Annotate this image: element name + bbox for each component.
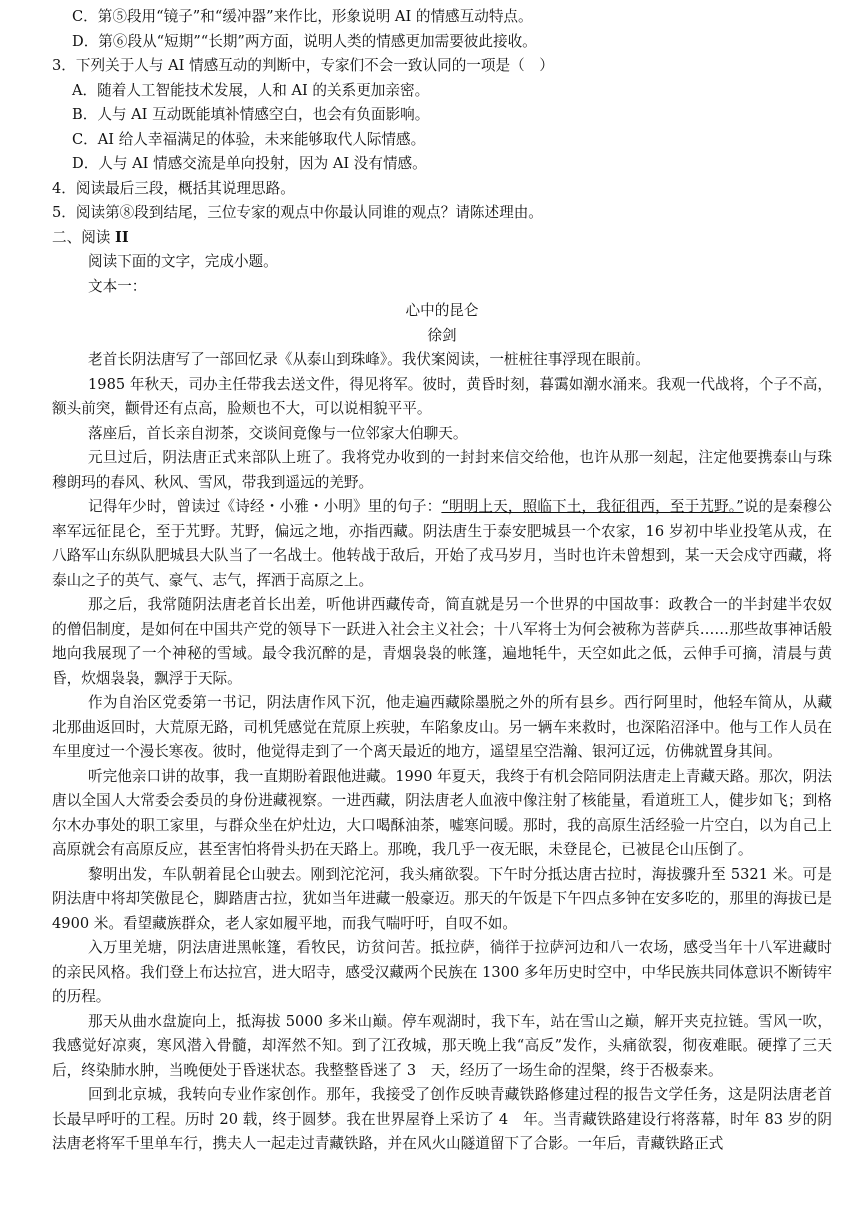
text-label: 文本一： [88, 277, 147, 295]
paragraph-5-lead: 记得年少时，曾读过《诗经・小雅・小明》里的句子： [88, 498, 442, 515]
section-heading-prefix: 二、阅读 [52, 228, 116, 246]
article-paragraph-4: 元旦过后，阴法唐正式来部队上班了。我将党办收到的一封封来信交给他，也许从那一刻起，注定他要携泰山与珠穆朗玛的春风、秋风、雪风，带我到遥远的羌野。 [52, 449, 832, 491]
q3-option-a: A．随着人工智能技术发展，人和 AI 的关系更加亲密。 [72, 81, 430, 99]
article-title: 心中的昆仑 [405, 302, 479, 319]
article-paragraph-3: 落座后，首长亲自沏茶，交谈间竟像与一位邻家大伯聊天。 [88, 424, 468, 442]
q2-option-d: D．第⑥段从“短期”“长期”两方面，说明人类的情感更加需要彼此接收。 [72, 32, 537, 50]
page-content [52, 0, 832, 1157]
article-paragraph-7: 作为自治区党委第一书记，阴法唐作风下沉，他走遍西藏除墨脱之外的所有县乡。西行阿里时，他轻车简从，从藏北那曲返回时，大荒原无路，司机凭感觉在荒原上疾驶，车陷象皮山。另一辆车来救时，也深陷沼泽中。他与工作人员在车里度过一个漫长寒夜。彼时，他觉得走到了一个离天最近的地方，遥望星空浩瀚、银河辽远，仿佛就置身其间。 [52, 694, 832, 760]
article-paragraph-8: 听完他亲口讲的故事，我一直期盼着跟他进藏。1990 年夏天，我终于有机会陪同阴法唐走上青藏天路。那次，阴法唐以全国人大常委会委员的身份进藏视察。一进西藏，阴法唐老人血液中像注射了核能量，看道班工人，健步如飞；到格尔木办事处的职工家里，与群众坐在炉灶边，大口喝酥油茶，嘘寒问暖。那时，我的高原生活经验一片空白，以为自己上高原就会有高原反应，甚至害怕将骨头扔在天路上。那晚，我几乎一夜无眠，未登昆仑，已被昆仑山压倒了。 [52, 767, 832, 858]
q3-option-d: D．人与 AI 情感交流是单向投射，因为 AI 没有情感。 [72, 155, 427, 172]
q4-stem: 4．阅读最后三段，概括其说理思路。 [52, 179, 295, 197]
section-heading-roman: II [115, 228, 129, 246]
article-paragraph-11: 那天从曲水盘旋向上，抵海拔 5000 多米山巅。停车观湖时，我下车，站在雪山之巅，解开夹克拉链。雪风一吹，我感觉好凉爽，寒风潜入骨髓，却浑然不知。到了江孜城，那天晚上我“高反”发作，头痛欲裂，彻夜难眠。硬撑了三天后，终染肺水肿，当晚便处于昏迷状态。我整整昏迷了 3 天，经历了一场生命的涅槃，终于否极泰来。 [52, 1012, 832, 1079]
section-instruction: 阅读下面的文字，完成小题。 [88, 253, 278, 270]
article-paragraph-12: 回到北京城，我转向专业作家创作。那年，我接受了创作反映青藏铁路修建过程的报告文学任务，这是阴法唐老首长最早呼吁的工程。历时 20 载，终于圆梦。我在世界屋脊上采访了 4 年。当青藏铁路建设行将落幕，时年 83 岁的阴法唐老将军千里单车行，携夫人一起走过青藏铁路，并在风火山隧道留下了合影。一年后，青藏铁路正式 [52, 1086, 832, 1152]
article-paragraph-2: 1985 年秋天，司办主任带我去送文件，得见将军。彼时，黄昏时刻，暮霭如潮水涌来。我观一代战将，个子不高，额头前突，颧骨还有点高，脸颊也不大，可以说相貌平平。 [52, 375, 832, 417]
article-paragraph-6: 那之后，我常随阴法唐老首长出差，听他讲西藏传奇，简直就是另一个世界的中国故事：政教合一的半封建半农奴的僧侣制度，是如何在中国共产党的领导下一跃进入社会主义社会；十八军将士为何会被称为菩萨兵……那些故事神话般地向我展现了一个神秘的雪域。最令我沉醉的是，青烟袅袅的帐篷，遍地牦牛，天空如此之低，云伸手可摘，清晨与黄昏，炊烟袅袅，飘浮于天际。 [52, 596, 832, 687]
q2-option-c: C．第⑤段用“镜子”和“缓冲器”来作比，形象说明 AI 的情感互动特点。 [72, 8, 533, 25]
q3-stem: 3．下列关于人与 AI 情感互动的判断中，专家们不会一致认同的一项是（ ） [52, 57, 554, 74]
q3-option-c: C．AI 给人幸福满足的体验，未来能够取代人际情感。 [72, 130, 426, 148]
section-heading [52, 226, 832, 251]
q3-option-b: B．人与 AI 互动既能填补情感空白，也会有负面影响。 [72, 106, 430, 123]
article-paragraph-1: 老首长阴法唐写了一部回忆录《从泰山到珠峰》。我伏案阅读，一桩桩往事浮现在眼前。 [88, 351, 650, 368]
article-author: 徐剑 [427, 326, 457, 344]
article-paragraph-9: 黎明出发，车队朝着昆仑山驶去。刚到沱沱河，我头痛欲裂。下午时分抵达唐古拉时，海拔骤升至 5321 米。可是阴法唐中将却笑傲昆仑，脚踏唐古拉，犹如当年进藏一般豪迈。那天的午饭是下午四点多钟在安多吃的，那里的海拔已是 4900 米。看望藏族群众，老人家如履平地，而我气喘吁吁，自叹不如。 [52, 865, 832, 932]
paragraph-5-rest: 说的是秦穆公率军远征昆仑，至于艽野。艽野，偏远之地，亦指西藏。阴法唐生于泰安肥城县一个农家，16 岁初中毕业投笔从戎，在八路军山东纵队肥城县大队当了一名战士。他转战于敌后，开始了戎马岁月，当时也许未曾想到，某一天会戍守西藏，将泰山之子的英气、豪气、志气，挥洒于高原之上。 [52, 498, 832, 589]
q5-stem: 5．阅读第⑧段到结尾，三位专家的观点中你最认同谁的观点？请陈述理由。 [52, 204, 543, 221]
article-paragraph-5 [52, 495, 832, 593]
article-paragraph-10: 入万里羌塘，阴法唐进黑帐篷，看牧民，访贫问苦。抵拉萨，徜徉于拉萨河边和八一农场，感受当年十八军进藏时的亲民风格。我们登上布达拉宫，进大昭寺，感受汉藏两个民族在 1300 多年历史时空中，中华民族共同体意识不断铸牢的历程。 [52, 939, 832, 1005]
poem-quote: “明明上天，照临下土，我征徂西，至于艽野。” [441, 498, 744, 515]
